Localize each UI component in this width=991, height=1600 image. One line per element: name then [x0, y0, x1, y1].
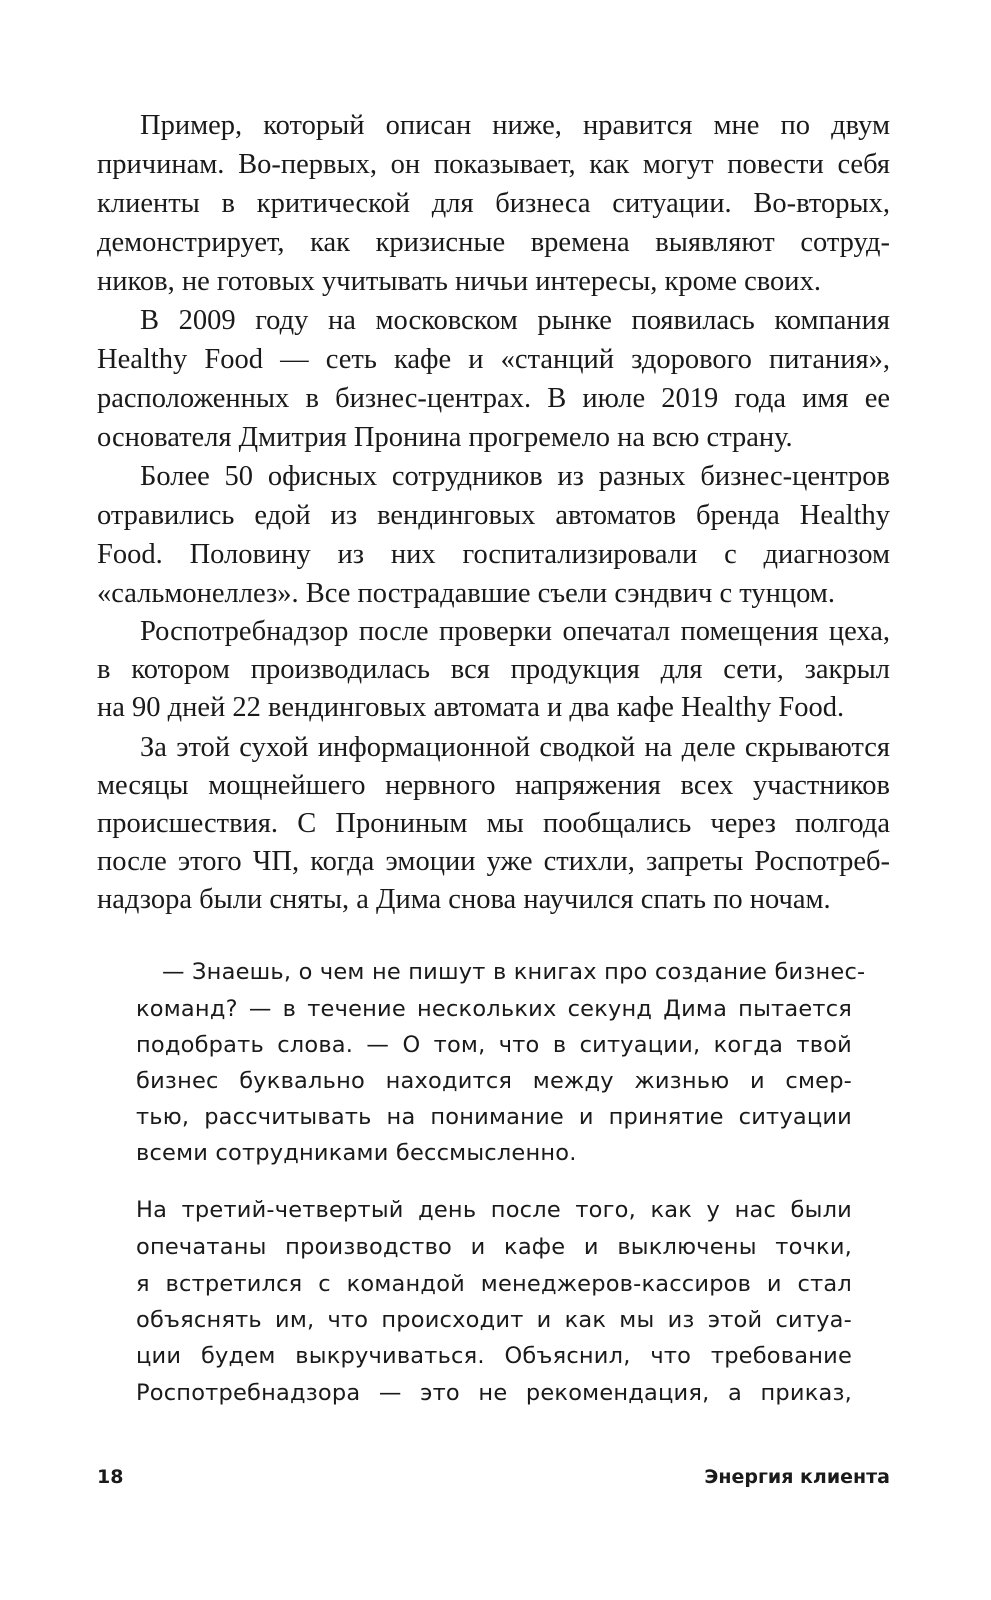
text-line: «сальмонеллез». Все пострадавшие съели сэндвич с тунцом. — [97, 578, 835, 609]
quote-line: тью, рассчитывать на понимание и принятие ситуации — [136, 1104, 852, 1130]
text-line: расположенных в бизнес-центрах. В июле 2019 года имя ее — [97, 383, 890, 414]
text-line: месяцы мощнейшего нервного напряжения всех участников — [97, 770, 890, 801]
quote-line: объяснять им, что происходит и как мы из этой ситуа- — [136, 1307, 852, 1333]
quote-line: — Знаешь, о чем не пишут в книгах про создание бизнес- — [162, 959, 866, 985]
page-number: 18 — [97, 1466, 124, 1488]
quote-line: ции будем выкручиваться. Объяснил, что требование — [136, 1343, 852, 1369]
quote-line: подобрать слова. — О том, что в ситуации, когда твой — [136, 1032, 852, 1058]
text-line: За этой сухой информационной сводкой на деле скрываются — [140, 732, 890, 763]
text-line: происшествия. С Прониным мы пообщались через полгода — [97, 808, 890, 839]
text-line: в котором производилась вся продукция для сети, закрыл — [97, 654, 890, 685]
text-line: Роспотребнадзор после проверки опечатал помещения цеха, — [140, 616, 890, 647]
text-line: основателя Дмитрия Пронина прогремело на всю страну. — [97, 422, 793, 453]
running-title: Энергия клиента — [704, 1466, 890, 1488]
text-line: Более 50 офисных сотрудников из разных бизнес-центров — [140, 461, 890, 492]
text-line: надзора были сняты, а Дима снова научился спать по ночам. — [97, 884, 831, 915]
quote-line: бизнес буквально находится между жизнью и смер- — [136, 1068, 852, 1094]
text-line: клиенты в критической для бизнеса ситуации. Во-вторых, — [97, 188, 890, 219]
text-line: ников, не готовых учитывать ничьи интересы, кроме своих. — [97, 266, 821, 297]
quote-line: опечатаны производство и кафе и выключены точки, — [136, 1234, 852, 1260]
text-line: на 90 дней 22 вендинговых автомата и два кафе Healthy Food. — [97, 692, 845, 723]
text-line: Healthy Food — сеть кафе и «станций здорового питания», — [97, 344, 890, 375]
quote-line: я встретился с командой менеджеров-кассиров и стал — [136, 1271, 852, 1297]
text-line: отравились едой из вендинговых автоматов бренда Healthy — [97, 500, 890, 531]
text-line: В 2009 году на московском рынке появилась компания — [140, 305, 890, 336]
quote-line: команд? — в течение нескольких секунд Дима пытается — [136, 996, 852, 1022]
quote-line: Роспотребнадзора — это не рекомендация, а приказ, — [136, 1380, 852, 1406]
text-line: Пример, который описан ниже, нравится мне по двум — [140, 110, 890, 141]
text-line: демонстрирует, как кризисные времена выявляют сотруд- — [97, 227, 890, 258]
quote-line: На третий-четвертый день после того, как у нас были — [136, 1197, 852, 1223]
text-line: Food. Половину из них госпитализировали с диагнозом — [97, 539, 890, 570]
text-line: причинам. Во-первых, он показывает, как могут повести себя — [97, 149, 890, 180]
text-line: после этого ЧП, когда эмоции уже стихли, запреты Роспотреб- — [97, 846, 890, 877]
quote-line: всеми сотрудниками бессмысленно. — [136, 1140, 577, 1166]
